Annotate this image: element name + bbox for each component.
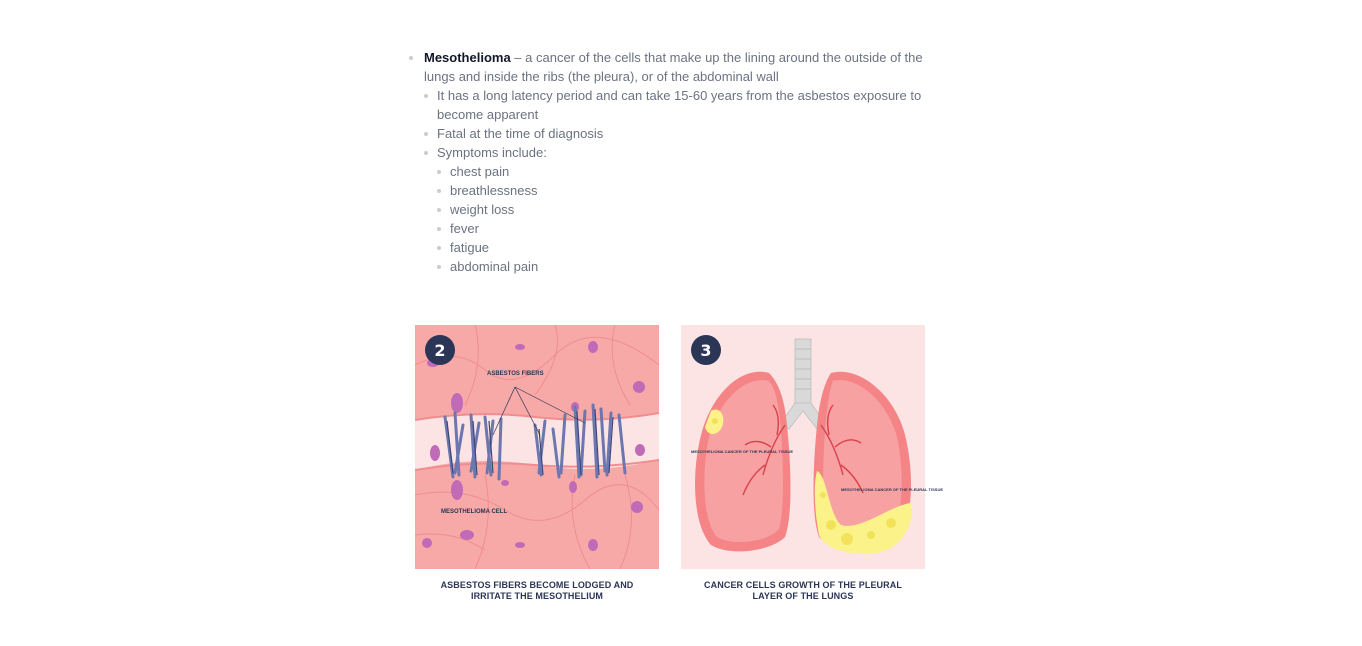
label-asbestos-fibers: ASBESTOS FIBERS (487, 371, 544, 377)
tissue-illustration (415, 325, 659, 569)
caption-line: LAYER OF THE LUNGS (752, 591, 854, 601)
article-body (405, 48, 945, 276)
list-item: Fatal at the time of diagnosis (437, 124, 945, 143)
symptom-item: abdominal pain (450, 257, 945, 276)
label-mesothelioma-cell: MESOTHELIOMA CELL (441, 509, 508, 515)
symptom-item: breathlessness (450, 181, 945, 200)
svg-text:2: 2 (434, 341, 446, 360)
step-badge-3 (691, 335, 721, 365)
symptom-item: chest pain (450, 162, 945, 181)
symptom-list (437, 162, 945, 276)
symptom-item: weight loss (450, 200, 945, 219)
step-badge-2 (425, 335, 455, 365)
list-item: It has a long latency period and can take 15-60 years from the asbestos exposure to become apparent (437, 86, 945, 124)
illustration-lungs (681, 325, 944, 569)
illustration-asbestos-fibers (415, 325, 659, 569)
svg-text:3: 3 (700, 341, 712, 360)
lungs-illustration (681, 325, 944, 569)
list-item-mesothelioma (424, 48, 945, 276)
caption-line: ASBESTOS FIBERS BECOME LODGED AND (440, 580, 634, 590)
list-item-symptoms (437, 143, 945, 276)
figure-caption (415, 580, 659, 602)
symptom-item: fatigue (450, 238, 945, 257)
term-definition: – a cancer of the cells that make up the lining around the outside of the lungs and inside the ribs (the pleura), or of the abdominal wall (424, 50, 923, 84)
caption-line: CANCER CELLS GROWTH OF THE PLEURAL (704, 580, 902, 590)
figure-caption (681, 580, 925, 602)
label-pleural-left: MESOTHELIOMA CANCER OF THE PLEURAL TISSUE (691, 449, 794, 454)
sub-list (424, 86, 945, 276)
symptom-item: fever (450, 219, 945, 238)
main-list (405, 48, 945, 276)
label-pleural-right: MESOTHELIOMA CANCER OF THE PLEURAL TISSUE (841, 487, 944, 492)
symptoms-heading: Symptoms include: (437, 145, 547, 160)
term-mesothelioma: Mesothelioma (424, 50, 511, 65)
caption-line: IRRITATE THE MESOTHELIUM (470, 591, 604, 601)
